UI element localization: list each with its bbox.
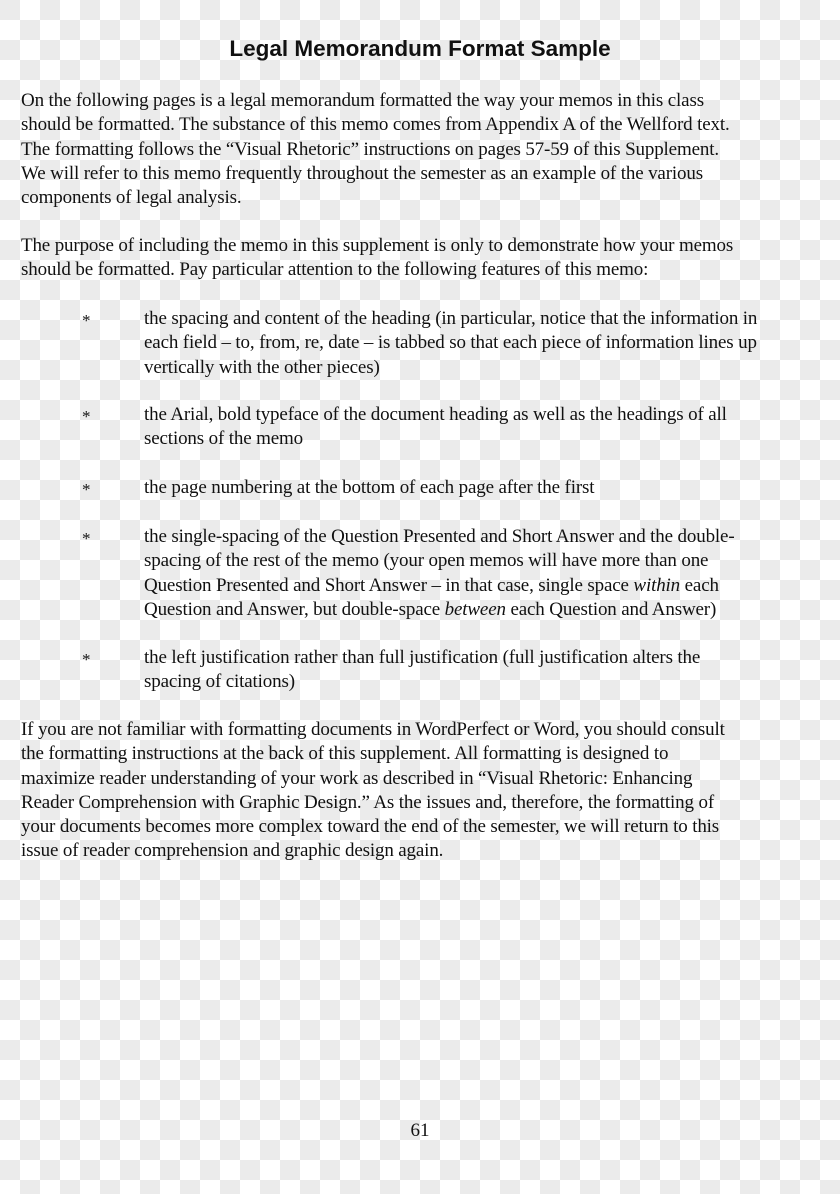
text-line: the single-spacing of the Question Presented and Short Answer and the double- <box>144 526 735 547</box>
text-line: spacing of the rest of the memo (your open memos will have more than one <box>144 550 709 572</box>
text-run: Question and Answer, but double-space <box>144 598 445 620</box>
text-run: each Question and Answer) <box>505 598 717 620</box>
purpose-paragraph <box>21 234 833 283</box>
bullet-text <box>144 476 834 500</box>
text-line: should be formatted. Pay particular attention to the following features of this memo: <box>21 259 649 281</box>
text-run: Question Presented and Short Answer – in that case, single space <box>144 574 634 596</box>
closing-paragraph <box>21 718 833 864</box>
text-line: the page numbering at the bottom of each page after the first <box>144 477 595 498</box>
asterisk-bullet-icon: * <box>82 480 91 499</box>
text-line: components of legal analysis. <box>21 187 242 209</box>
text-line <box>144 598 834 622</box>
text-line: your documents becomes more complex toward the end of the semester, we will return to this <box>21 816 720 838</box>
emphasis-between: between <box>444 598 506 620</box>
asterisk-bullet-icon: * <box>82 529 91 548</box>
asterisk-bullet-icon: * <box>82 407 91 426</box>
text-line: If you are not familiar with formatting documents in WordPerfect or Word, you should consult <box>21 719 725 740</box>
text-line: spacing of citations) <box>144 671 295 693</box>
text-run: each <box>680 574 719 596</box>
text-line: The formatting follows the “Visual Rhetoric” instructions on pages 57-59 of this Supplement. <box>21 138 719 160</box>
bullet-text <box>144 403 834 452</box>
text-line: We will refer to this memo frequently throughout the semester as an example of the various <box>21 162 703 184</box>
asterisk-bullet-icon: * <box>82 650 91 669</box>
text-line: maximize reader understanding of your work as described in “Visual Rhetoric: Enhancing <box>21 767 693 789</box>
bullet-text <box>144 646 834 695</box>
text-line: each field – to, from, re, date – is tabbed so that each piece of information lines up <box>144 332 757 354</box>
text-line: The purpose of including the memo in this supplement is only to demonstrate how your memos <box>21 235 734 256</box>
page-number: 61 <box>410 1120 430 1141</box>
document-title: Legal Memorandum Format Sample <box>229 36 611 61</box>
bullet-text <box>144 307 834 380</box>
bullet-text <box>144 525 834 622</box>
text-line: the Arial, bold typeface of the document heading as well as the headings of all <box>144 404 727 425</box>
text-line: the spacing and content of the heading (in particular, notice that the information in <box>144 308 758 329</box>
text-line: sections of the memo <box>144 428 303 450</box>
asterisk-bullet-icon: * <box>82 311 91 330</box>
intro-paragraph <box>21 89 833 210</box>
text-line: the formatting instructions at the back of this supplement. All formatting is designed to <box>21 743 669 765</box>
text-line <box>144 574 834 598</box>
text-line: vertically with the other pieces) <box>144 356 380 378</box>
text-line: should be formatted. The substance of this memo comes from Appendix A of the Wellford text. <box>21 114 730 136</box>
text-line: issue of reader comprehension and graphic design again. <box>21 840 444 862</box>
text-line: the left justification rather than full justification (full justification alters the <box>144 647 701 668</box>
text-line: Reader Comprehension with Graphic Design.” As the issues and, therefore, the formatting of <box>21 791 715 813</box>
text-line: On the following pages is a legal memorandum formatted the way your memos in this class <box>21 90 704 111</box>
emphasis-within: within <box>633 574 681 596</box>
